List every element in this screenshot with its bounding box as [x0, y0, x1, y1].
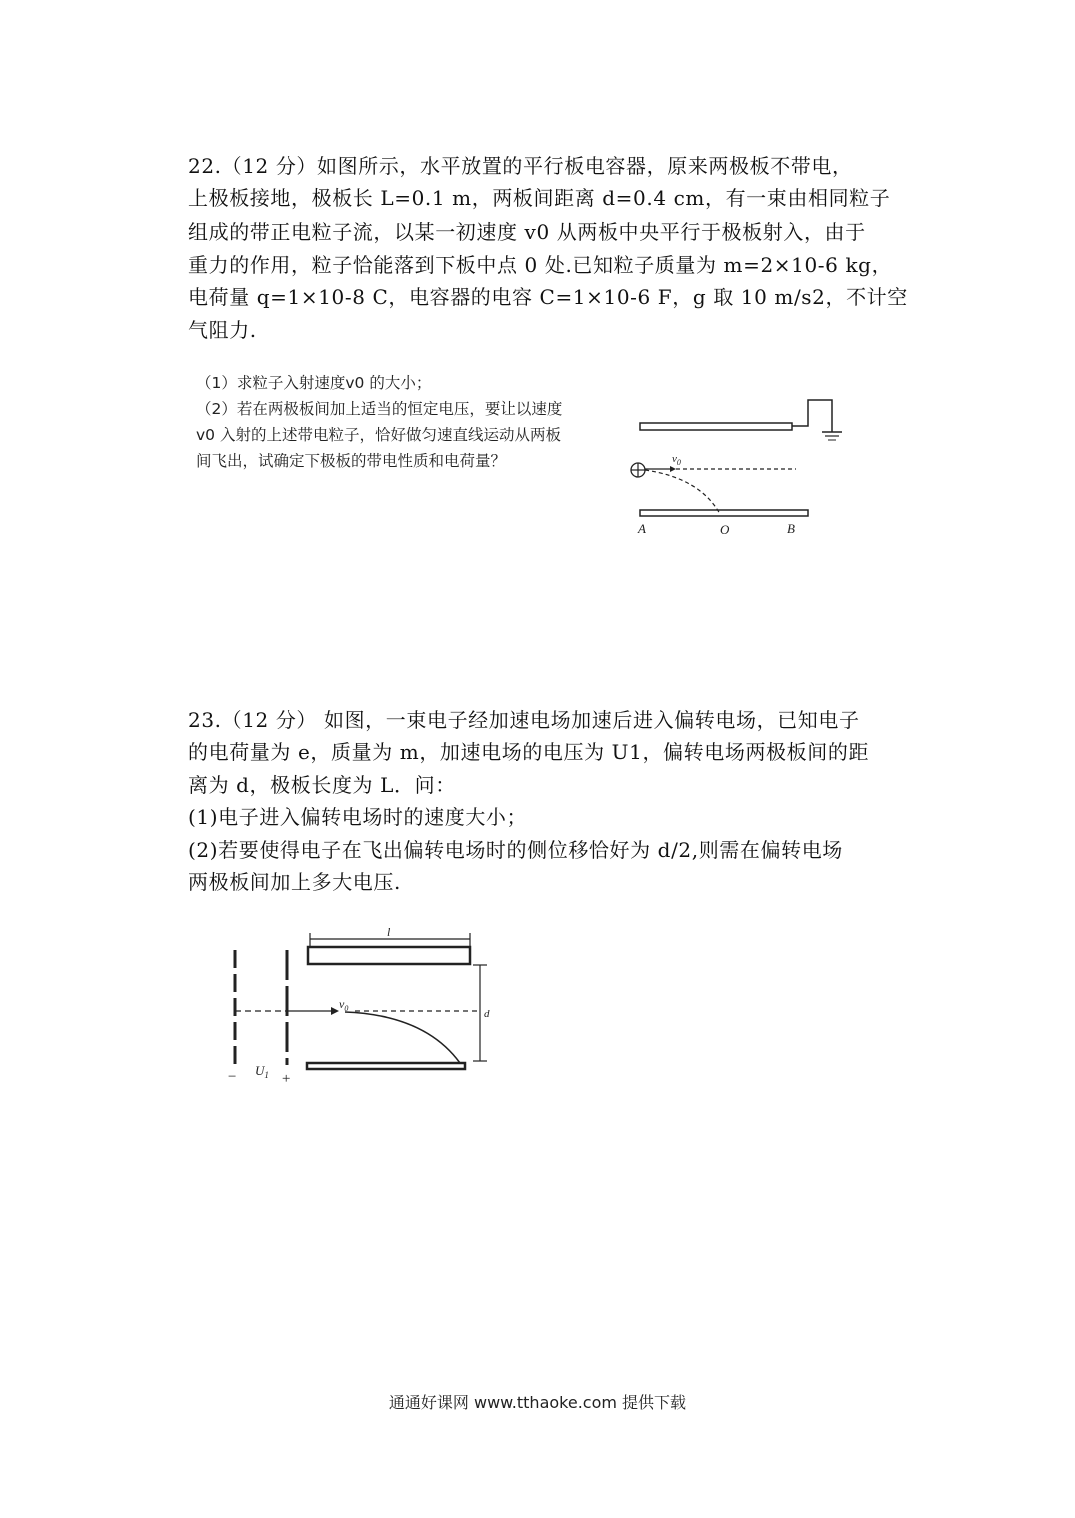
deflect-lower-plate	[307, 1063, 465, 1069]
label-a: A	[638, 521, 646, 536]
q23-line-2: 的电荷量为 e，质量为 m，加速电场的电压为 U1，偏转电场两极板间的距	[188, 740, 870, 764]
u1-label: $U_1$	[255, 1063, 269, 1080]
q22-line-1: 22.（12 分）如图所示，水平放置的平行板电容器，原来两极板不带电，	[188, 154, 853, 178]
capacitor-figure	[620, 390, 860, 540]
minus-sign: −	[227, 1069, 238, 1085]
upper-plate	[640, 423, 792, 430]
q23-line-4: (1)电子进入偏转电场时的速度大小；	[188, 805, 528, 829]
label-b: B	[787, 521, 795, 536]
v0-label: $v_0$	[672, 453, 681, 467]
q22-line-3: 组成的带正电粒子流，以某一初速度 v0 从两板中央平行于极板射入，由于	[188, 220, 866, 244]
electron-trajectory	[345, 1012, 460, 1063]
lower-plate	[640, 510, 808, 516]
q23-line-3: 离为 d，极板长度为 L．问：	[188, 773, 456, 797]
trajectory-curve	[645, 470, 720, 514]
q23-line-1: 23.（12 分） 如图，一束电子经加速电场加速后进入偏转电场，已知电子	[188, 708, 860, 732]
v0-label-23: $v_0$	[339, 997, 349, 1013]
q23-line-6: 两极板间加上多大电压.	[188, 870, 401, 894]
q22-line-6: 气阻力.	[188, 318, 257, 342]
deflection-figure	[215, 925, 505, 1090]
electron-arrow-icon	[331, 1007, 339, 1015]
q22-line-2: 上极板接地，极板长 L=0.1 m，两板间距离 d=0.4 cm，有一束由相同粒子	[188, 186, 891, 210]
q22-sub-4: 间飞出，试确定下极板的带电性质和电荷量？	[196, 452, 507, 470]
label-o: O	[720, 522, 730, 537]
deflect-upper-plate	[308, 947, 470, 964]
q23-line-5: (2)若要使得电子在飞出偏转电场时的侧位移恰好为 d/2,则需在偏转电场	[188, 838, 843, 862]
l-label: l	[387, 925, 391, 939]
plus-sign: +	[281, 1071, 292, 1087]
footer: 通通好课网 www.tthaoke.com 提供下载	[388, 1393, 687, 1412]
q22-sub-1: （1）求粒子入射速度v0 的大小；	[196, 374, 432, 392]
positive-particle-icon	[631, 463, 645, 477]
q22-line-5: 电荷量 q=1×10-8 C，电容器的电容 C=1×10-6 F，g 取 10 m/s2，不计空	[188, 285, 908, 309]
q22-sub-2: （2）若在两极板间加上适当的恒定电压，要让以速度	[196, 400, 563, 418]
ground-symbol-icon	[822, 432, 842, 440]
d-label: d	[484, 1008, 490, 1020]
ground-wire	[792, 400, 832, 432]
q22-sub-3: v0 入射的上述带电粒子，恰好做匀速直线运动从两板	[196, 426, 561, 444]
q22-line-4: 重力的作用，粒子恰能落到下板中点 0 处.已知粒子质量为 m=2×10-6 kg，	[188, 253, 893, 277]
arrow-head-icon	[670, 466, 676, 472]
